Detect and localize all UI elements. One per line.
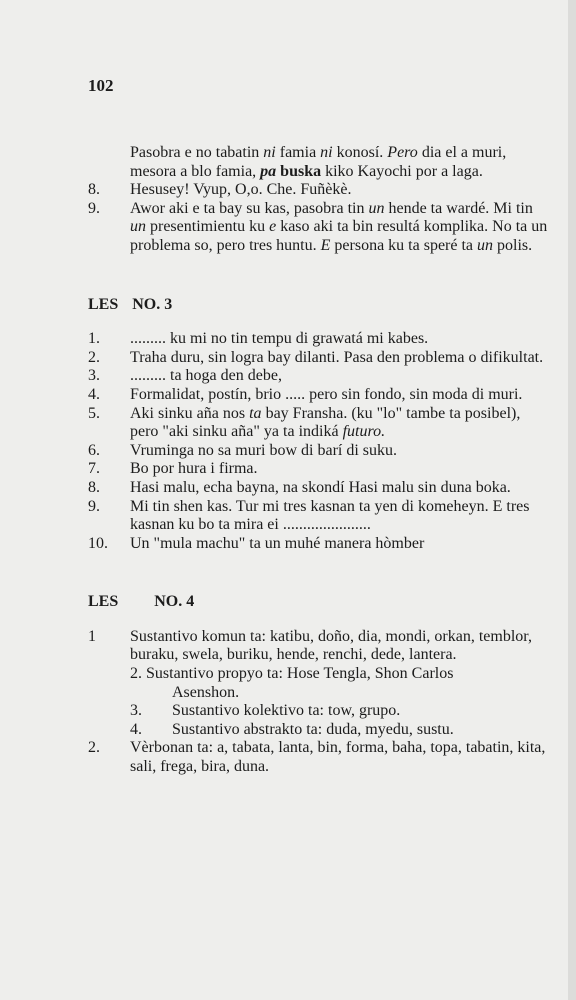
sub-item-text: Sustantivo kolektivo ta: tow, grupo. [172,702,401,720]
item-number: 5. [88,404,100,422]
page-number: 102 [88,76,114,95]
sub-item [130,702,550,721]
item-text: Awor aki e ta bay su kas, pasobra tin un hende ta wardé. Mi tin un presentimientu ku e kaso aki ta bin resultá komplika. No ta un problema so, pero tres huntu. E persona ku ta speré ta un polis. [130,199,548,254]
item-number: 2. [88,348,100,366]
sub-list [88,665,550,739]
sub-item-number: 3. [130,702,142,720]
heading-label: LES [88,593,119,611]
list-item [88,479,550,498]
sub-item-number: 4. [130,720,142,738]
item-text: Formalidat, postín, brio ..... pero sin fondo, sin moda di muri. [130,385,523,403]
section-heading-les-4 [88,593,550,612]
item-number: 7. [88,460,100,478]
list-item [88,349,550,368]
item-text: Hasi malu, echa bayna, na skondí Hasi malu sin duna boka. [130,478,511,496]
item-text: Sustantivo komun ta: katibu, doño, dia, mondi, orkan, temblor, buraku, swela, buriku, hende, renchi, dede, lantera. [130,627,532,664]
les-4-list [88,628,550,777]
item-text: Un "mula machu" ta un muhé manera hòmber [130,534,425,552]
item-number: 4. [88,385,100,403]
item-text: Vèrbonan ta: a, tabata, lanta, bin, forma, baha, topa, tabatin, kita, sali, frega, bira, duna. [130,739,546,776]
item-number: 9. [88,199,100,217]
sub-item [130,721,550,740]
les-3-list [88,330,550,553]
list-item [88,200,550,256]
item-text: Traha duru, sin logra bay dilanti. Pasa den problema o difikultat. [130,348,544,366]
list-item [88,367,550,386]
item-text: Aki sinku aña nos ta bay Fransha. (ku "lo" tambe ta posibel), pero "aki sinku aña" ya ta indiká futuro. [130,404,521,441]
item-number: 6. [88,441,100,459]
item-number: 3. [88,367,100,385]
item-text: ......... ta hoga den debe, [130,367,282,385]
intro-paragraph: Pasobra e no tabatin ni famia ni konosí. Pero dia el a muri, mesora a blo famia, pa buska kiko Kayochi por a laga. [130,144,507,180]
list-item [88,498,550,535]
page-edge [568,0,576,1000]
item-number: 8. [88,478,100,496]
page-body [88,144,550,777]
item-text: ......... ku mi no tin tempu di grawatá mi kabes. [130,330,429,348]
list-item [88,181,550,200]
sub-item [130,665,550,684]
list-item [88,535,550,554]
list-item [88,460,550,479]
sub-item-continuation: Asenshon. [172,683,240,701]
list-item [88,442,550,461]
item-number: 1. [88,330,100,348]
item-text: Vruminga no sa muri bow di barí di suku. [130,441,398,459]
list-item [88,386,550,405]
item-text: Mi tin shen kas. Tur mi tres kasnan ta yen di komeheyn. E tres kasnan ku bo ta mira ei ...................... [130,497,530,534]
item-number: 10. [88,534,108,552]
heading-number: NO. 4 [154,593,195,611]
heading-number: NO. 3 [132,295,173,313]
sub-item-text: 2. Sustantivo propyo ta: Hose Tengla, Shon Carlos [130,665,454,683]
list-item [88,628,550,665]
item-text: Bo por hura i firma. [130,460,258,478]
section-heading-les-3 [88,296,550,315]
list-item [88,405,550,442]
heading-label: LES [88,295,119,313]
list-item [88,739,550,776]
item-number: 2. [88,739,100,757]
list-item [88,330,550,349]
item-number: 9. [88,497,100,515]
top-list [88,181,550,255]
item-text: Hesusey! Vyup, O,o. Che. Fuñèkè. [130,181,352,199]
item-number: 1 [88,627,96,645]
sub-item-text: Sustantivo abstrakto ta: duda, myedu, sustu. [172,720,454,738]
item-number: 8. [88,181,100,199]
